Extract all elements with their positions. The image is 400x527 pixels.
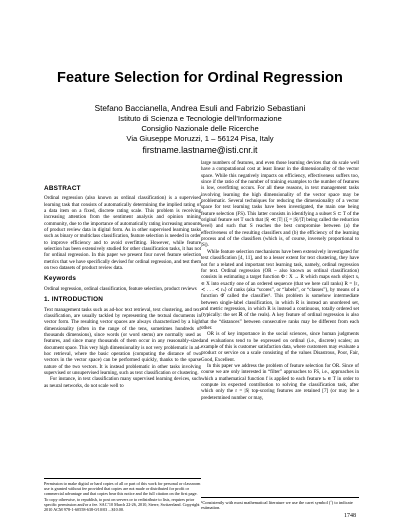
paper-title: Feature Selection for Ordinal Regression: [56, 70, 343, 86]
author-names: Stefano Baccianella, Andrea Esuli and Fabrizio Sebastiani: [94, 104, 306, 113]
affiliation-line-2: Consiglio Nazionale delle Ricerche: [141, 124, 259, 133]
author-block: [0, 104, 400, 155]
right-paragraph-3: OR is of key importance in the social sciences, since human judgments and evaluations tend to be expressed on ordinal (i.e., discrete) scales; an example of this is customer satisfaction data, where customers may evaluate a product or service on a scale consisting of the values Disastrous, Poor, Fair, Good, Excellent.: [201, 331, 359, 363]
keywords-heading: Keywords: [44, 275, 77, 283]
affiliation-line-1: Istituto di Scienza e Tecnologie dell’Informazione: [118, 114, 282, 123]
introduction-heading: 1. INTRODUCTION: [44, 296, 104, 304]
intro-paragraph-2: For instance, in text classification many supervised learning devices, such as neural networks, do not scale well to: [44, 376, 201, 389]
right-column: [201, 160, 359, 401]
right-paragraph-4: In this paper we address the problem of feature selection for OR. Since of course we are only interested in “filter” approaches to FS, i.e., approaches in which a mathematical function f is applied to each feature tₖ ∈ T in order to compute its expected contribution to solving the classification task, after which only the r = |S| top-scoring features are retained [7] (or may be a predetermined number or may,: [201, 363, 359, 401]
right-paragraph-1: large numbers of features, and even those learning devices that do scale well have a computational cost at least linear in the dimensionality of the vector space. While this negatively impacts on efficiency, effectiveness suffers too, since if the ratio of the number of training examples to the number of features is low, overfitting occurs. For all these reasons, in text management tasks involving learning the high dimensionality of the vector space may be problematic. Several techniques for reducing the dimensionality of a vector space for text learning tasks have been investigated, the main one being feature selection (FS). This latter consists in identifying a subset S ⊂ T of the original feature set T such that |S| ≪ |T| (ξ = |S|/|T| being called the reduction level) and such that S reaches the best compromise between (a) the effectiveness of the resulting classifiers and (b) the efficiency of the learning process and of the classifiers (which is, of course, inversely proportional to |S|).: [201, 160, 359, 249]
affiliation-line-3: Via Giuseppe Moruzzi, 1 – 56124 Pisa, Italy: [126, 134, 274, 143]
author-email: firstname.lastname@isti.cnr.it: [142, 145, 258, 155]
keywords-text: Ordinal regression, ordinal classification, feature selection, product reviews: [44, 285, 197, 292]
page-number: 1748: [344, 513, 356, 519]
intro-paragraph-1: Text management tasks such as ad-hoc text retrieval, text clustering, and text classification, are usually tackled by representing the textual documents in vector form. The resulting vector spaces are always characterized by a high dimensionality (often in the range of the tens, sometimes hundreds of thousands dimensions), since words (or word stems) are normally used as features, and since many thousands of them occur in any reasonably-sized document space. This very high dimensionality is not very problematic in ad-hoc retrieval, where the basic operation (computing the distance of two vectors in the vector space) can be performed quickly, thanks to the sparse nature of the two vectors. It is instead problematic in other tasks involving supervised or unsupervised learning, such as text classification or clustering.: [44, 306, 201, 376]
footnote: ¹Consistently with most mathematical literature we use the caret symbol (ˆ) to indicate estimation.: [201, 497, 359, 511]
left-column: [44, 186, 201, 389]
abstract-text: Ordinal regression (also known as ordinal classification) is a supervised learning task that consists of automatically determining the implied rating of a data item on a fixed, discrete rating scale. This problem is receiving increasing attention from the sentiment analysis and opinion mining community, due to the importance of automatically rating increasing amounts of product review data in digital form. As in other supervised learning tasks such as binary or multiclass classification, feature selection is needed in order to improve efficiency and to avoid overfitting. However, while feature selection has been extensively studied for other classification tasks, it has not for ordinal regression. In this paper we present four novel feature selection metrics that we have specifically devised for ordinal regression, and test them on two datasets of product review data.: [44, 195, 201, 272]
abstract-heading: ABSTRACT: [44, 185, 81, 192]
copyright-notice: Permission to make digital or hard copies of all or part of this work for personal or classroom use is granted without fee provided that copies are not made or distributed for profit or commercial advantage and that copies bear this notice and the full citation on the first page. To copy otherwise, to republish, to post on servers or to redistribute to lists, requires prior specific permission and/or a fee. SAC’10 March 22-26, 2010, Sierre, Switzerland. Copyright 2010 ACM 978-1-60558-638-0/10/03 ...$10.00.: [44, 478, 201, 512]
right-paragraph-2: While feature selection mechanisms have been extensively investigated for text classification [4, 11], and to a lesser extent for text clustering, they have not for a related and important text learning task, namely, ordinal regression for text. Ordinal regression (OR – also known as ordinal classification) consists in estimating a target function Φ : X → R which maps each object xᵢ ∈ X into exactly one of an ordered sequence (that we here call ranks) R = ⟨r₁ ≺ . . . ≺ rₙ⟩ of ranks (aka “scores”, or “labels”, or “classes”), by means of a function Φ̂ called the classifier¹. This problem is somehow intermediate between single-label classification, in which R is instead an unordered set, and metric regression, in which R is instead a continuous, totally ordered set (typically: the set ℝ of the reals). A key feature of ordinal regression is also that the “distances” between consecutive ranks may be different from each other.: [201, 248, 359, 331]
